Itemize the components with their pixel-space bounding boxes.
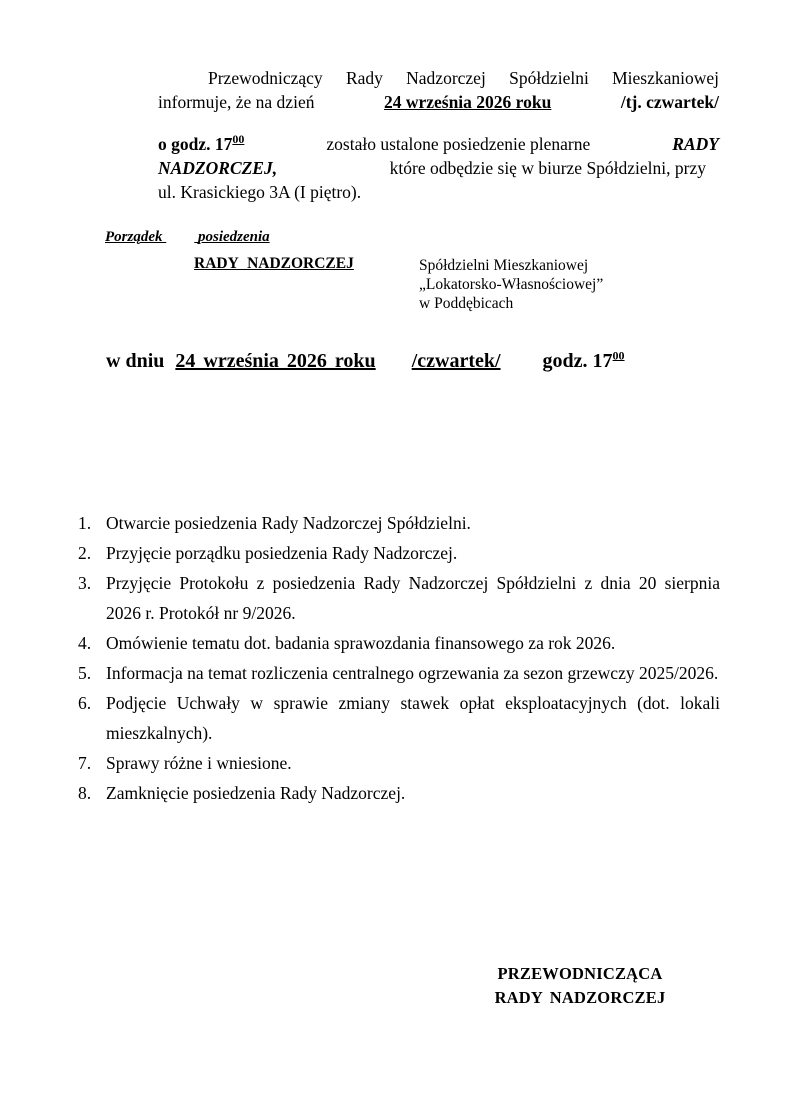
agenda-item bbox=[78, 688, 720, 748]
cooperative-line-2: „Lokatorsko-Własnościowej” bbox=[419, 276, 604, 293]
cooperative-name bbox=[419, 256, 603, 313]
board-name bbox=[194, 255, 366, 273]
date-line bbox=[106, 350, 625, 373]
agenda-item bbox=[78, 748, 720, 778]
date-line-time bbox=[543, 350, 625, 372]
intro-established-text: zostało ustalone posiedzenie plenarne bbox=[326, 134, 591, 154]
agenda-item bbox=[78, 628, 720, 658]
agenda-item-text: Podjęcie Uchwały w sprawie zmiany stawek opłat eksploatacyjnych (dot. lokali mieszkalnych). bbox=[106, 693, 720, 743]
agenda-item-text: Przyjęcie porządku posiedzenia Rady Nadzorczej. bbox=[106, 543, 458, 563]
signature-block bbox=[470, 962, 690, 1010]
agenda-item-text: Przyjęcie Protokołu z posiedzenia Rady Nadzorczej Spółdzielni z dnia 20 sierpnia 2026 r. Protokół nr 9/2026. bbox=[106, 573, 720, 623]
agenda-item-number: 5. bbox=[78, 663, 92, 683]
intro-line-2 bbox=[158, 90, 719, 114]
date-line-prefix: w dniu bbox=[106, 350, 165, 372]
agenda-item-text: Zamknięcie posiedzenia Rady Nadzorczej. bbox=[106, 783, 406, 803]
intro-rady-text: RADY bbox=[672, 134, 719, 154]
date-line-day: /czwartek/ bbox=[411, 350, 501, 372]
agenda-item bbox=[78, 508, 720, 538]
agenda-item bbox=[78, 538, 720, 568]
intro-line-5 bbox=[158, 180, 719, 204]
cooperative-line-3: w Poddębicach bbox=[419, 295, 514, 312]
agenda-item bbox=[78, 568, 720, 628]
date-line-date: 24 września 2026 roku bbox=[175, 350, 376, 372]
agenda-item-number: 1. bbox=[78, 513, 92, 533]
intro-line-4 bbox=[158, 156, 706, 180]
agenda-item-number: 6. bbox=[78, 693, 92, 713]
agenda-list bbox=[78, 508, 720, 808]
agenda-item-number: 8. bbox=[78, 783, 92, 803]
date-line-time-minutes: 00 bbox=[612, 348, 625, 363]
signature-title: PRZEWODNICZĄCA bbox=[497, 964, 663, 983]
agenda-label bbox=[105, 229, 270, 246]
intro-line-1-text: Przewodniczący Rady Nadzorczej Spółdzielni Mieszkaniowej bbox=[208, 68, 719, 88]
signature-board: RADY NADZORCZEJ bbox=[494, 988, 666, 1007]
agenda-item bbox=[78, 658, 720, 688]
intro-line-3 bbox=[158, 132, 719, 156]
meeting-weekday: /tj. czwartek/ bbox=[620, 92, 719, 112]
agenda-item bbox=[78, 778, 720, 808]
date-line-time-hour: godz. 17 bbox=[542, 350, 613, 372]
agenda-item-number: 2. bbox=[78, 543, 92, 563]
agenda-label-porzadek: Porządek bbox=[105, 229, 163, 245]
agenda-item-text: Informacja na temat rozliczenia centralnego ogrzewania za sezon grzewczy 2025/2026. bbox=[106, 663, 719, 683]
cooperative-line-1: Spółdzielni Mieszkaniowej bbox=[419, 257, 589, 274]
agenda-item-number: 4. bbox=[78, 633, 92, 653]
agenda-item-text: Omówienie tematu dot. badania sprawozdania finansowego za rok 2026. bbox=[106, 633, 616, 653]
intro-line-1 bbox=[158, 66, 719, 90]
meeting-time-hour: o godz. 17 bbox=[158, 134, 233, 154]
meeting-date: 24 września 2026 roku bbox=[383, 92, 552, 112]
intro-paragraph-cont bbox=[158, 132, 719, 204]
agenda-label-posiedzenia: posiedzenia bbox=[198, 229, 270, 245]
board-name-text: RADY NADZORCZEJ bbox=[194, 255, 354, 272]
meeting-time bbox=[158, 132, 244, 156]
intro-paragraph bbox=[158, 66, 719, 114]
agenda-item-number: 7. bbox=[78, 753, 92, 773]
meeting-time-minutes: 00 bbox=[232, 132, 245, 147]
agenda-item-text: Sprawy różne i wniesione. bbox=[106, 753, 292, 773]
intro-informs-text: informuje, że na dzień bbox=[158, 92, 315, 112]
agenda-item-number: 3. bbox=[78, 573, 92, 593]
intro-address-text: ul. Krasickiego 3A (I piętro). bbox=[158, 182, 362, 202]
agenda-item-text: Otwarcie posiedzenia Rady Nadzorczej Spółdzielni. bbox=[106, 513, 471, 533]
date-line-underlined bbox=[169, 350, 500, 372]
intro-nadzorczej-text: NADZORCZEJ, bbox=[158, 158, 278, 178]
intro-location-text: które odbędzie się w biurze Spółdzielni, przy bbox=[389, 158, 706, 178]
